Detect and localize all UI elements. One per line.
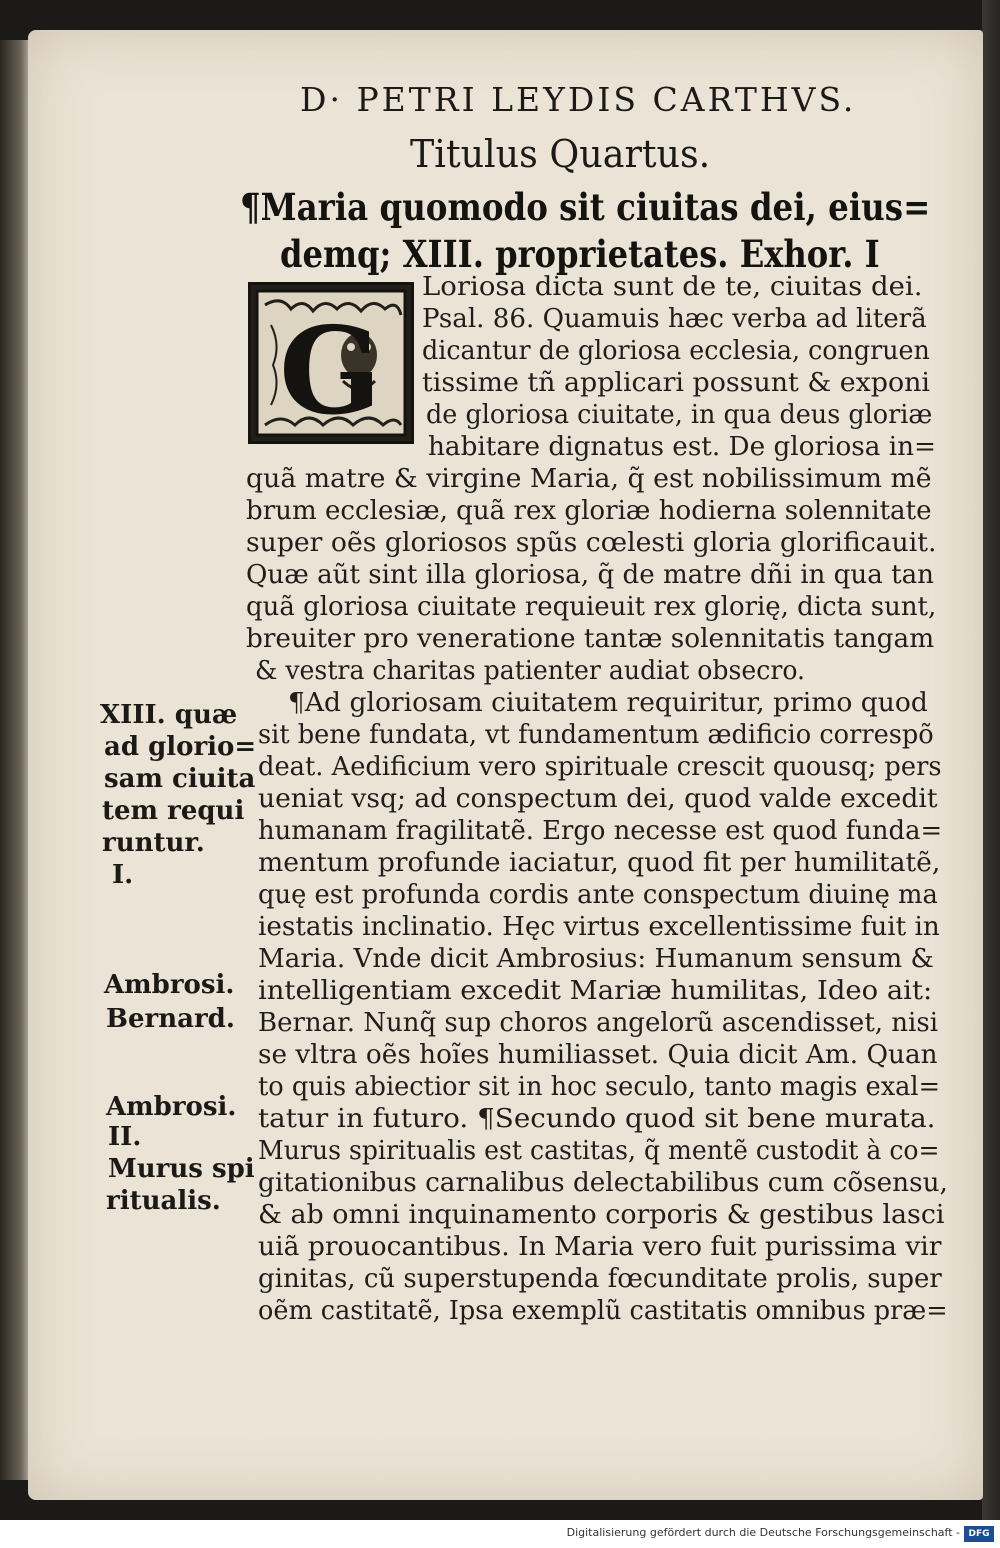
text-line: de gloriosa ciuitate, in qua deus gloriæ (426, 400, 933, 430)
margin-note: runtur. (102, 828, 205, 858)
chapter-heading (240, 184, 940, 278)
text-line: gitationibus carnalibus delectabilibus cum cõsensu, (258, 1168, 948, 1198)
chapter-heading-line-1 (240, 184, 931, 231)
margin-note: Ambrosi. (104, 970, 235, 1000)
text-line: Loriosa dicta sunt de te, ciuitas dei. (422, 272, 923, 302)
footer-bar (0, 1520, 1000, 1548)
section-title: Titulus Quartus. (410, 132, 711, 176)
book-right-edge (982, 0, 1000, 1530)
margin-note: Ambrosi. (106, 1092, 237, 1122)
text-line: habitare dignatus est. De gloriosa in= (428, 432, 937, 462)
text-line: Murus spiritualis est castitas, q̃ mentẽ custodit à co= (258, 1136, 940, 1166)
text-line: se vltra oẽs hoĩes humiliasset. Quia dicit Am. Quan (258, 1040, 938, 1070)
text-line: ueniat vsq; ad conspectum dei, quod valde excedit (258, 784, 938, 814)
text-line: Bernar. Nunq̃ sup choros angelorũ ascendisset, nisi (258, 1008, 939, 1038)
text-line: uiã prouocantibus. In Maria vero fuit purissima vir (258, 1232, 942, 1262)
ornamental-initial-icon (251, 285, 411, 441)
margin-note: I. (112, 860, 134, 890)
text-line: & ab omni inquinamento corporis & gestibus lasci (258, 1200, 945, 1230)
pilcrow-icon: ¶ (240, 185, 261, 229)
text-line: sit bene fundata, vt fundamentum ædificio correspõ (258, 720, 934, 750)
text-line: oẽm castitatẽ, Ipsa exemplũ castitatis omnibus præ= (258, 1296, 948, 1326)
text-line: tatur in futuro. ¶Secundo quod sit bene murata. (258, 1104, 936, 1134)
text-line: intelligentiam excedit Mariæ humilitas, Ideo ait: (258, 976, 933, 1006)
margin-note: Murus spi (108, 1154, 255, 1184)
initial-letter: G (279, 301, 382, 441)
text-line: quę est profunda cordis ante conspectum diuinę ma (258, 880, 938, 910)
text-line: & vestra charitas patienter audiat obsecro. (255, 656, 806, 686)
chapter-heading-line-2: demq; XIII. proprietates. Exhor. I (280, 232, 880, 276)
text-line: ginitas, cũ superstupenda fœcunditate prolis, super (258, 1264, 942, 1294)
decorated-initial (248, 282, 414, 444)
text-line: Quæ aũt sint illa gloriosa, q̃ de matre dñi in qua tan (246, 560, 934, 590)
funding-notice: Digitalisierung gefördert durch die Deutsche Forschungsgemeinschaft - (566, 1526, 960, 1539)
text-line: quã matre & virgine Maria, q̃ est nobilissimum mẽ (246, 464, 932, 494)
text-line: dicantur de gloriosa ecclesia, congruen (422, 336, 930, 366)
text-line: Maria. Vnde dicit Ambrosius: Humanum sensum & (258, 944, 934, 974)
margin-note: ad glorio= (104, 732, 257, 762)
text-line: iestatis inclinatio. Hęc virtus excellentissime fuit in (258, 912, 940, 942)
margin-note: XIII. quæ (100, 700, 238, 730)
book-spine-edge (0, 40, 30, 1480)
text-line: deat. Aedificium vero spirituale crescit quousq; pers (258, 752, 942, 782)
margin-note: ritualis. (106, 1186, 221, 1216)
chapter-heading-text-1: Maria quomodo sit ciuitas dei, eius= (260, 185, 931, 229)
text-line: quã gloriosa ciuitate requieuit rex glorię, dicta sunt, (246, 592, 937, 622)
margin-note: tem requi (102, 796, 245, 826)
text-line: Psal. 86. Quamuis hæc verba ad literã (422, 304, 927, 334)
text-line: super oẽs gloriosos spũs cœlesti gloria glorificauit. (246, 528, 937, 558)
running-head: D· PETRI LEYDIS CARTHVS. (300, 80, 857, 119)
margin-note: II. (108, 1122, 142, 1152)
text-line: humanam fragilitatẽ. Ergo necesse est quod funda= (258, 816, 943, 846)
text-line: ¶Ad gloriosam ciuitatem requiritur, primo quod (288, 688, 928, 718)
text-line: breuiter pro veneratione tantæ solennitatis tangam (246, 624, 935, 654)
text-line: tissime tñ applicari possunt & exponi (422, 368, 931, 398)
text-line: to quis abiectior sit in hoc seculo, tanto magis exal= (258, 1072, 941, 1102)
margin-note: sam ciuita (104, 764, 256, 794)
margin-note: Bernard. (106, 1004, 235, 1034)
dfg-logo: DFG (964, 1526, 994, 1542)
text-line: mentum profunde iaciatur, quod fit per humilitatẽ, (258, 848, 941, 878)
text-line: brum ecclesiæ, quã rex gloriæ hodierna solennitate (246, 496, 932, 526)
